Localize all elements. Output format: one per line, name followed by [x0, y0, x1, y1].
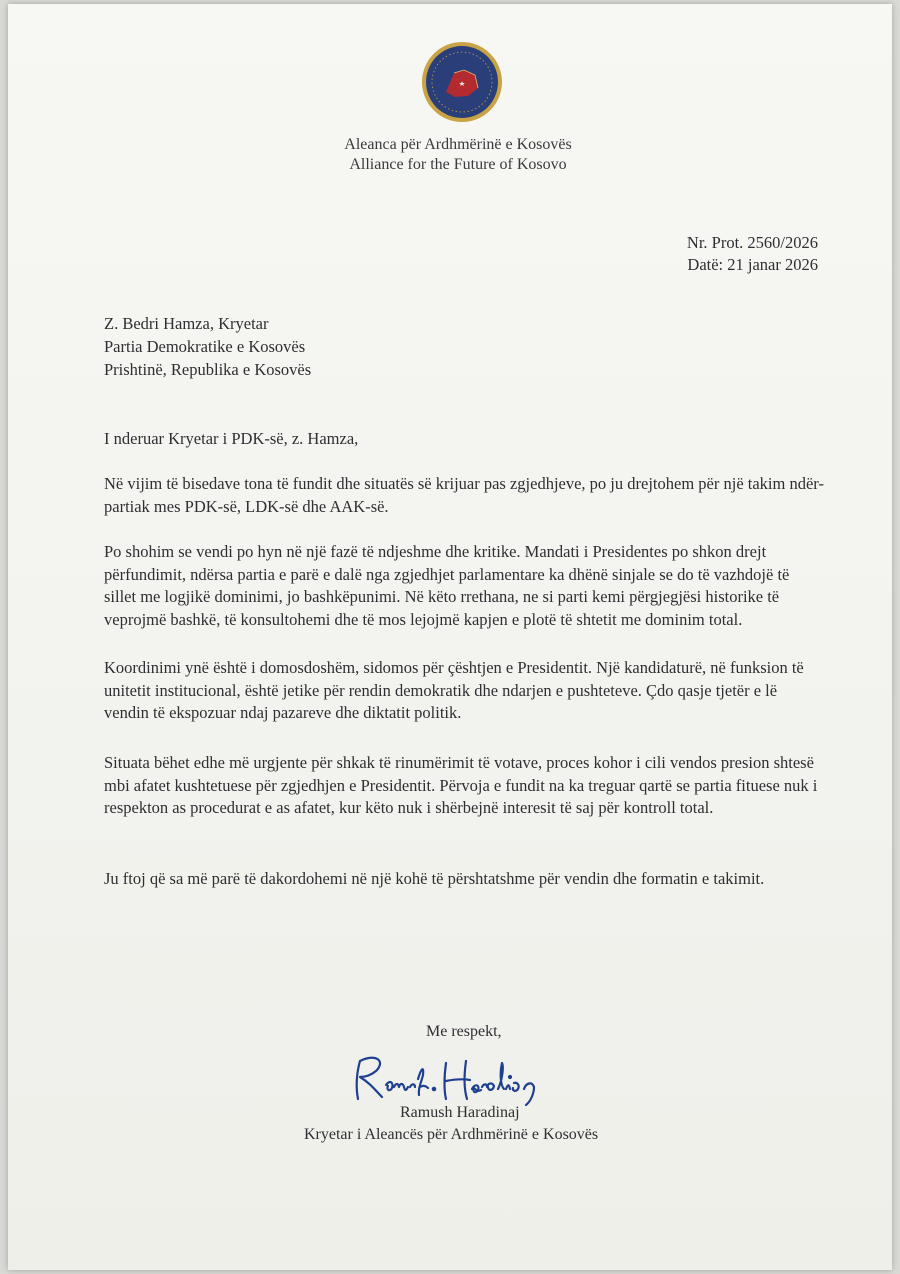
signatory-name: Ramush Haradinaj — [400, 1104, 520, 1121]
recipient-location: Prishtinë, Republika e Kosovës — [104, 360, 312, 379]
org-name-albanian: Aleanca për Ardhmërinë e Kosovës — [344, 136, 572, 153]
recipient-name: Z. Bedri Hamza, Kryetar — [104, 314, 269, 333]
body-paragraph: Po shohim se vendi po hyn në një fazë të ndjeshme dhe kritike. Mandati i Presidentes po shkon drejt përfundimit, ndërsa partia e parë e dalë nga zgjedhjet parlamentare ka dhënë sinjale se do të vazhdojë të sillet me logjikë dominimi, jo bashkëpunimi. Në këto rrethana, ne si parti kemi përgjegjësi historike të veprojmë bashkë, të konsultohemi dhe të mos lejojmë kapjen e plotë të shtetit me dominim total. — [104, 542, 790, 629]
body-paragraph: Në vijim të bisedave tona të fundit dhe situatës së krijuar pas zgjedhjeve, po ju drejtohem për një takim ndër-partiak mes PDK-së, LDK-së dhe AAK-së. — [104, 474, 824, 516]
aak-party-emblem-icon — [420, 40, 504, 124]
protocol-number: Nr. Prot. 2560/2026 — [686, 233, 818, 252]
closing-phrase: Me respekt, — [426, 1023, 502, 1040]
body-paragraph: Ju ftoj që sa më parë të dakordohemi në një kohë të përshtatshme për vendin dhe formatin e takimit. — [104, 869, 765, 888]
recipient-party: Partia Demokratike e Kosovës — [104, 337, 306, 356]
letter-date: Datë: 21 janar 2026 — [687, 255, 818, 274]
letter-page — [8, 4, 892, 1270]
handwritten-signature — [346, 1047, 556, 1109]
org-name-english: Alliance for the Future of Kosovo — [349, 156, 567, 173]
salutation: I nderuar Kryetar i PDK-së, z. Hamza, — [104, 429, 359, 448]
body-paragraph: Koordinimi ynë është i domosdoshëm, sidomos për çështjen e Presidentit. Një kandidaturë, në funksion të unitetit institucional, është jetike për rendin demokratik dhe ndarjen e pushteteve. Çdo qasje tjetër e lë vendin të ekspozuar ndaj pazareve dhe diktatit politik. — [104, 658, 804, 723]
signatory-title: Kryetar i Aleancës për Ardhmërinë e Kosovës — [304, 1126, 599, 1143]
body-paragraph: Situata bëhet edhe më urgjente për shkak të rinumërimit të votave, proces kohor i cili vendos presion shtesë mbi afatet kushtetuese për zgjedhjen e Presidentit. Përvoja e fundit na ka treguar qartë se partia fituese nuk i respekton as procedurat e as afatet, kur këto nuk i shërbejnë interesit të saj për kontroll total. — [104, 753, 818, 818]
